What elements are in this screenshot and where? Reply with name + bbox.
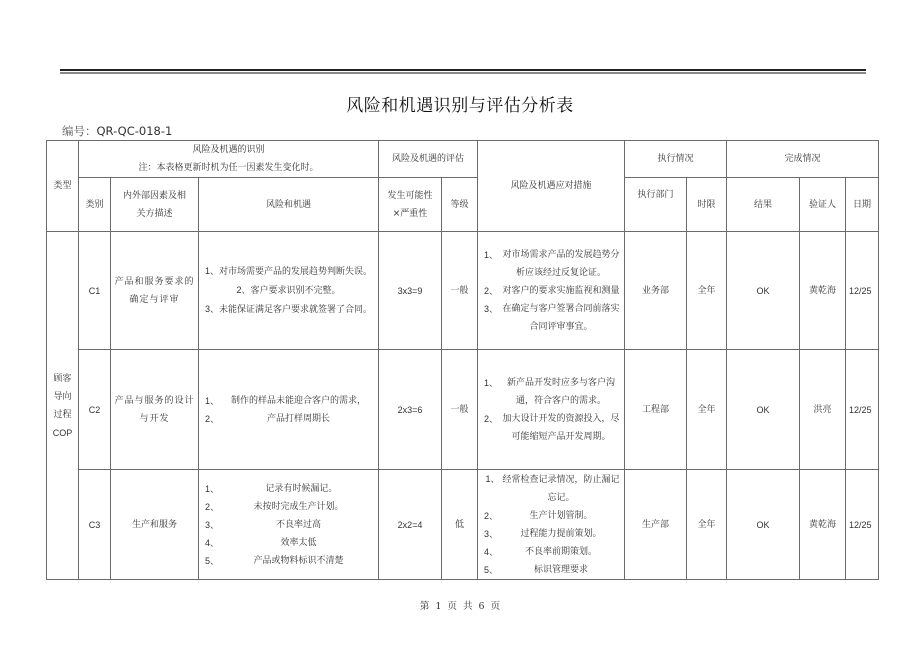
measures-cell (478, 232, 625, 350)
dept-cell: 生产部 (625, 470, 687, 580)
header-identification-note: 注：本表格更新时机为任一因素发生变化时。 (138, 163, 319, 173)
measures-cell (478, 470, 625, 580)
measure-item: 1、 经常检查记录情况，防止漏记忘记。 (485, 474, 620, 503)
table-row (47, 470, 879, 580)
type-line: 导向 (53, 391, 72, 402)
risks-cell (199, 470, 379, 580)
verifier-cell: 黄乾海 (800, 232, 846, 350)
result-cell: OK (727, 470, 800, 580)
score-cell: 2x3=6 (379, 350, 442, 470)
dept-cell: 业务部 (625, 232, 687, 350)
measure-item: 1、 新产品开发时应多与客户沟通，符合客户的需求。 (483, 377, 615, 406)
document-number-value: QR-QC-018-1 (96, 124, 173, 138)
risks-cell (199, 232, 379, 350)
type-line: 顾客 (53, 373, 72, 384)
deadline-cell: 全年 (687, 350, 727, 470)
header-identification-title: 风险及机遇的识别 (192, 145, 265, 155)
table-row (47, 350, 879, 470)
header-likelihood-line1: 发生可能性 (387, 190, 433, 201)
header-evaluation: 风险及机遇的评估 (379, 141, 478, 178)
risk-item: 5、 产品或物料标识不清楚 (204, 555, 344, 566)
header-risk-opportunity: 风险和机遇 (199, 178, 379, 232)
risk-item: 1、 制作的样品未能迎合客户的需求， (204, 395, 366, 406)
type-cell (47, 232, 79, 580)
document-number (62, 123, 172, 139)
risks-cell (199, 350, 379, 470)
result-cell: OK (727, 350, 800, 470)
header-execution: 执行情况 (625, 141, 727, 178)
header-rule-bottom (60, 72, 866, 74)
measure-item: 2、 加大设计开发的资源投入，尽可能缩短产品开发周期。 (483, 413, 620, 442)
level-cell: 一般 (442, 232, 478, 350)
header-category: 类别 (79, 178, 111, 232)
category-cell: C2 (79, 350, 111, 470)
header-factors-line1: 内外部因素及相 (122, 190, 186, 201)
measure-item: 3、 在确定与客户签署合同前落实合同评审事宜。 (483, 303, 620, 332)
document-number-label: 编号： (62, 124, 97, 138)
measure-item: 4、 不良率前期策划。 (483, 547, 597, 557)
measures-cell (478, 350, 625, 470)
header-row-2 (47, 178, 879, 232)
risk-item: 1、对市场需要产品的发展趋势判断失误。 (204, 266, 373, 277)
risk-item: 2、客户要求识别不完整。 (236, 285, 341, 296)
header-completion: 完成情况 (727, 141, 879, 178)
header-type: 类型 (47, 141, 79, 232)
header-dept: 执行部门 (625, 178, 687, 232)
deadline-cell: 全年 (687, 232, 727, 350)
verifier-cell: 黄乾海 (800, 470, 846, 580)
header-likelihood-line2: ×严重性 (392, 208, 428, 219)
header-likelihood (379, 178, 442, 232)
page-footer: 第 1 页 共 6 页 (419, 601, 501, 612)
risk-table (46, 140, 879, 580)
category-cell: C3 (79, 470, 111, 580)
header-rule-top (60, 69, 866, 71)
header-identification (79, 141, 379, 178)
verifier-cell: 洪亮 (800, 350, 846, 470)
header-result: 结果 (727, 178, 800, 232)
dept-cell: 工程部 (625, 350, 687, 470)
table-row (47, 232, 879, 350)
header-level: 等级 (442, 178, 478, 232)
header-factors-line2: 关方描述 (136, 208, 173, 219)
factors-cell: 生产和服务 (111, 470, 199, 580)
type-line: COP (52, 427, 73, 438)
header-verifier: 验证人 (800, 178, 846, 232)
risk-item: 3、 不良率过高 (204, 519, 321, 530)
risk-item: 2、 产品打样周期长 (204, 413, 330, 424)
type-line: 过程 (53, 409, 72, 420)
risk-item: 4、 效率太低 (204, 537, 317, 548)
header-row-1 (47, 141, 879, 178)
document-title: 风险和机遇识别与评估分析表 (346, 96, 574, 116)
factors-cell: 产品与服务的设计与开发 (111, 350, 199, 470)
score-cell: 2x2=4 (379, 470, 442, 580)
date-cell: 12/25 (846, 232, 879, 350)
factors-cell: 产品和服务要求的确定与评审 (111, 232, 199, 350)
header-factors (111, 178, 199, 232)
level-cell: 一般 (442, 350, 478, 470)
measure-item: 1、 对市场需求产品的发展趋势分析应该经过反复论证。 (483, 249, 620, 278)
risk-item: 2、 未按时完成生产计划。 (204, 501, 344, 512)
measure-item: 5、 标识管理要求 (483, 565, 588, 575)
deadline-cell: 全年 (687, 470, 727, 580)
result-cell: OK (727, 232, 800, 350)
measure-item: 2、 对客户的要求实施监视和测量 (483, 285, 620, 296)
header-measures: 风险及机遇应对措施 (478, 141, 625, 232)
risk-item: 3、未能保证满足客户要求就签署了合同。 (204, 304, 373, 315)
measure-item: 3、 过程能力提前策划。 (483, 529, 602, 539)
date-cell: 12/25 (846, 470, 879, 580)
risk-item: 1、 记录有时候漏记。 (204, 483, 338, 494)
date-cell: 12/25 (846, 350, 879, 470)
header-deadline: 时限 (687, 178, 727, 232)
measure-item: 2、 生产计划管制。 (483, 511, 593, 521)
header-date: 日期 (846, 178, 879, 232)
score-cell: 3x3=9 (379, 232, 442, 350)
category-cell: C1 (79, 232, 111, 350)
level-cell: 低 (442, 470, 478, 580)
